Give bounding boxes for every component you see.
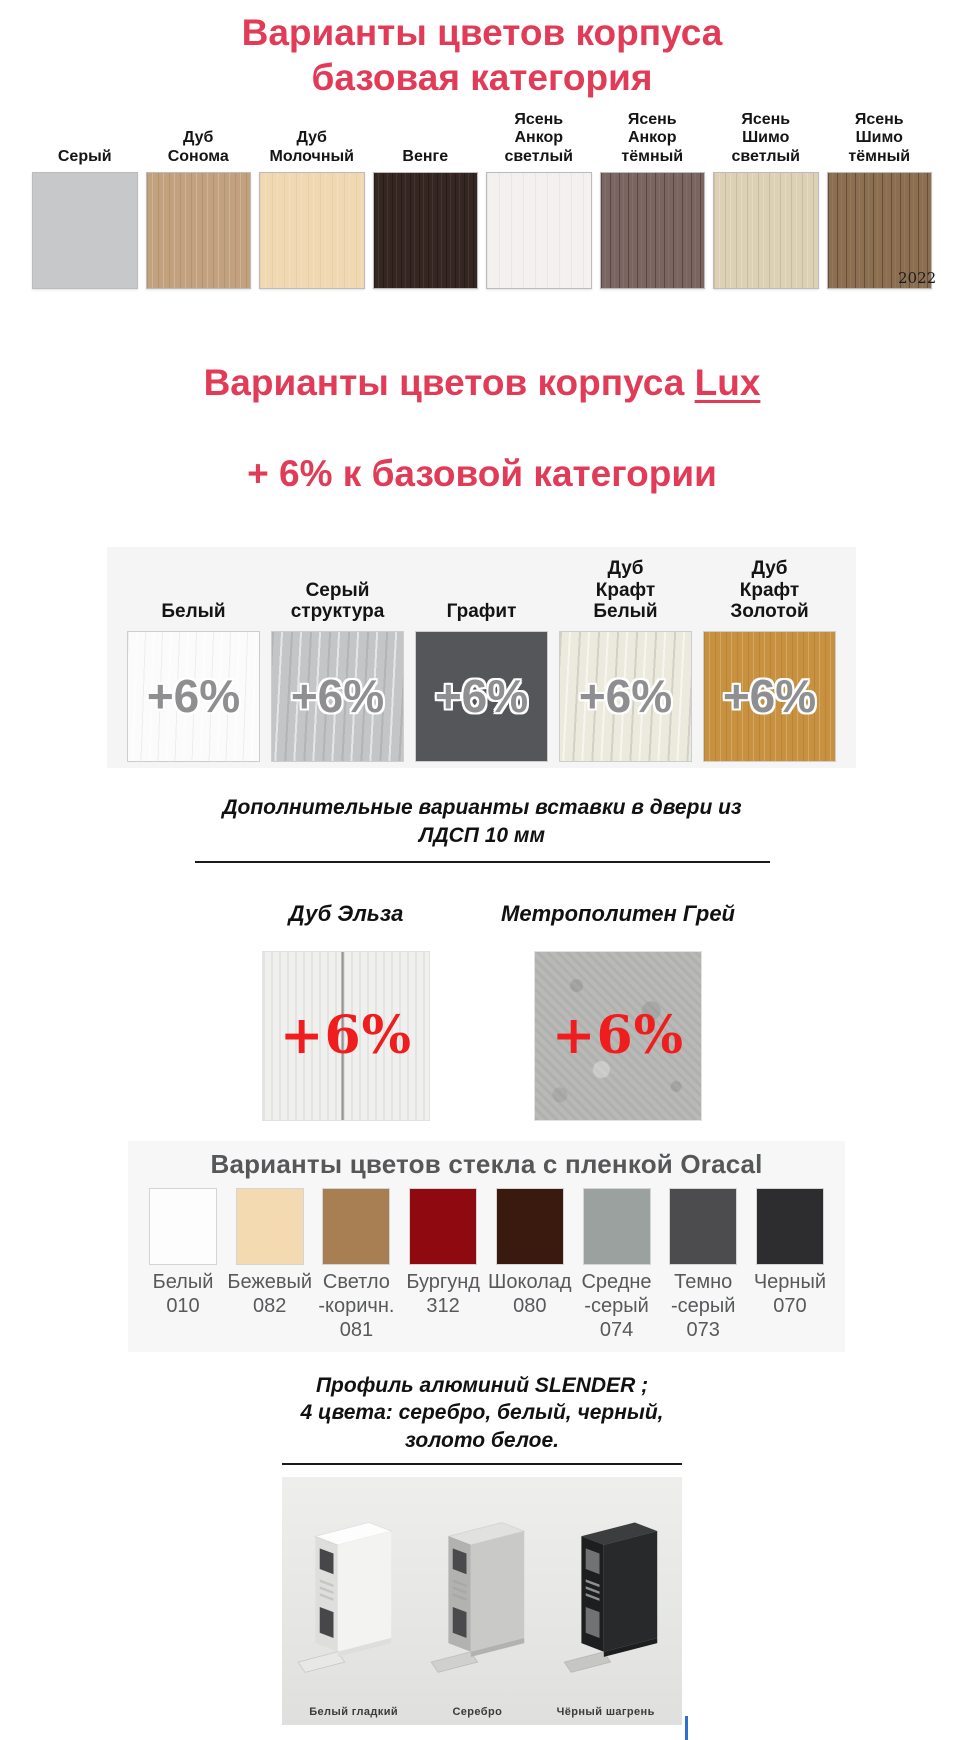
color-swatch [669,1188,737,1265]
swatch-label: Ясень Шимо тёмный [848,110,911,165]
oracal-swatch-row [128,1188,845,1342]
ldsp-swatch-row [0,901,964,1121]
swatch-label: Белый 010 [152,1270,214,1317]
profile-figure [423,1493,541,1683]
swatch-label: Светло -коричн. 081 [318,1270,395,1341]
ldsp-divider [195,861,770,863]
swatch-column [501,900,735,1121]
swatch-label: Дуб Сонома [167,129,229,165]
color-swatch [32,172,138,289]
swatch-column [559,557,692,762]
swatch-column [415,561,548,762]
swatch-label: Дуб Эльза [288,900,404,926]
ldsp-heading: Дополнительные варианты вставки в двери из ЛДСП 10 мм [222,795,742,848]
lux-title-highlight: Lux [694,362,761,404]
swatch-label: Серый структура [290,579,385,623]
aluminum-profile-image [293,1493,405,1683]
color-swatch [236,1188,304,1265]
swatch-column [713,110,819,289]
color-swatch [583,1188,651,1265]
color-swatch [259,172,365,289]
swatch-column [140,1188,226,1342]
swatch-label: Ясень Анкор светлый [504,110,573,165]
lux-panel [107,547,856,768]
swatch-column [400,1188,486,1342]
swatch-column [747,1188,833,1342]
plus-six-badge: +6% [434,670,529,723]
profile-divider [282,1463,682,1465]
swatch-label: Темно -серый 073 [670,1270,736,1341]
lux-swatch-row [127,557,836,762]
basic-swatch-row [32,110,937,289]
swatch-label: Ясень Анкор тёмный [621,110,684,165]
swatch-column [262,901,430,1121]
swatch-column [259,114,365,289]
color-swatch [827,172,937,289]
swatch-label: Ясень Шимо светлый [731,110,800,165]
swatch-label: Серый [57,147,112,165]
color-swatch [559,631,692,762]
text-cursor [685,1716,688,1740]
swatch-label: Средне -серый 074 [581,1270,652,1341]
color-swatch [600,172,706,289]
color-swatch [373,172,479,289]
swatch-column [660,1188,746,1342]
lux-title-line2: + 6% к базовой категории [247,452,717,494]
swatch-column [373,114,479,289]
color-swatch [703,631,836,762]
swatch-label: Бежевый 082 [227,1270,313,1317]
swatch-label: Белый [161,601,226,623]
profile-label: Белый гладкий [309,1706,399,1719]
swatch-column [227,1188,313,1342]
lux-section-title [0,305,964,541]
swatch-column [703,557,836,762]
oracal-title: Варианты цветов стекла с пленкой Oracal [210,1148,763,1179]
color-swatch [486,172,592,289]
swatch-column [487,1188,573,1342]
oracal-panel [128,1141,845,1352]
plus-six-badge: +6% [279,1005,413,1067]
swatch-column [574,1188,660,1342]
lux-title-line1 [0,360,964,405]
color-swatch [146,172,252,289]
color-swatch [415,631,548,762]
profile-label: Серебро [452,1706,503,1719]
plus-six-badge: +6% [290,670,385,723]
swatch-label: Венге [402,147,449,165]
profile-heading: Профиль алюминий SLENDER ; 4 цвета: серебро, белый, черный, золото белое. [300,1373,664,1453]
swatch-label: Черный 070 [753,1270,826,1317]
plus-six-badge: +6% [578,670,673,723]
color-swatch [127,631,260,762]
plus-six-badge: +6% [722,670,817,723]
swatch-column [600,110,706,289]
swatch-column [146,114,252,289]
profile-label: Чёрный шагрень [556,1706,655,1719]
basic-section-title: Варианты цветов корпуса базовая категория [241,12,723,99]
color-swatch [496,1188,564,1265]
swatch-column [127,561,260,762]
profile-figure [556,1493,674,1683]
color-swatch [409,1188,477,1265]
color-swatch [322,1188,390,1265]
swatch-column [313,1188,399,1342]
color-swatch [713,172,819,289]
color-swatch [756,1188,824,1265]
swatch-label: Дуб Молочный [269,129,354,165]
swatch-column [271,561,404,762]
profile-photo [282,1477,682,1725]
watermark-text: 2022 [898,269,937,288]
swatch-label: Дуб Крафт Золотой [730,557,809,623]
swatch-label: Шоколад 080 [488,1270,572,1317]
swatch-label: Графит [446,601,517,623]
plus-six-badge: +6% [551,1005,685,1067]
swatch-column [486,110,592,289]
aluminum-profile-image [559,1493,671,1683]
profile-labels-row [282,1706,682,1718]
color-swatch [534,951,702,1121]
plus-six-badge: +6% [146,670,241,723]
swatch-label: Метрополитен Грей [501,900,735,926]
swatch-column [32,114,138,289]
color-swatch [262,951,430,1121]
aluminum-profile-image [426,1493,538,1683]
color-swatch [271,631,404,762]
color-swatch [149,1188,217,1265]
lux-title-prefix: Варианты цветов корпуса [203,362,695,404]
swatch-label: Бургунд 312 [406,1270,480,1317]
profile-figure [290,1493,408,1683]
swatch-column [827,110,937,289]
swatch-label: Дуб Крафт Белый [593,557,658,623]
